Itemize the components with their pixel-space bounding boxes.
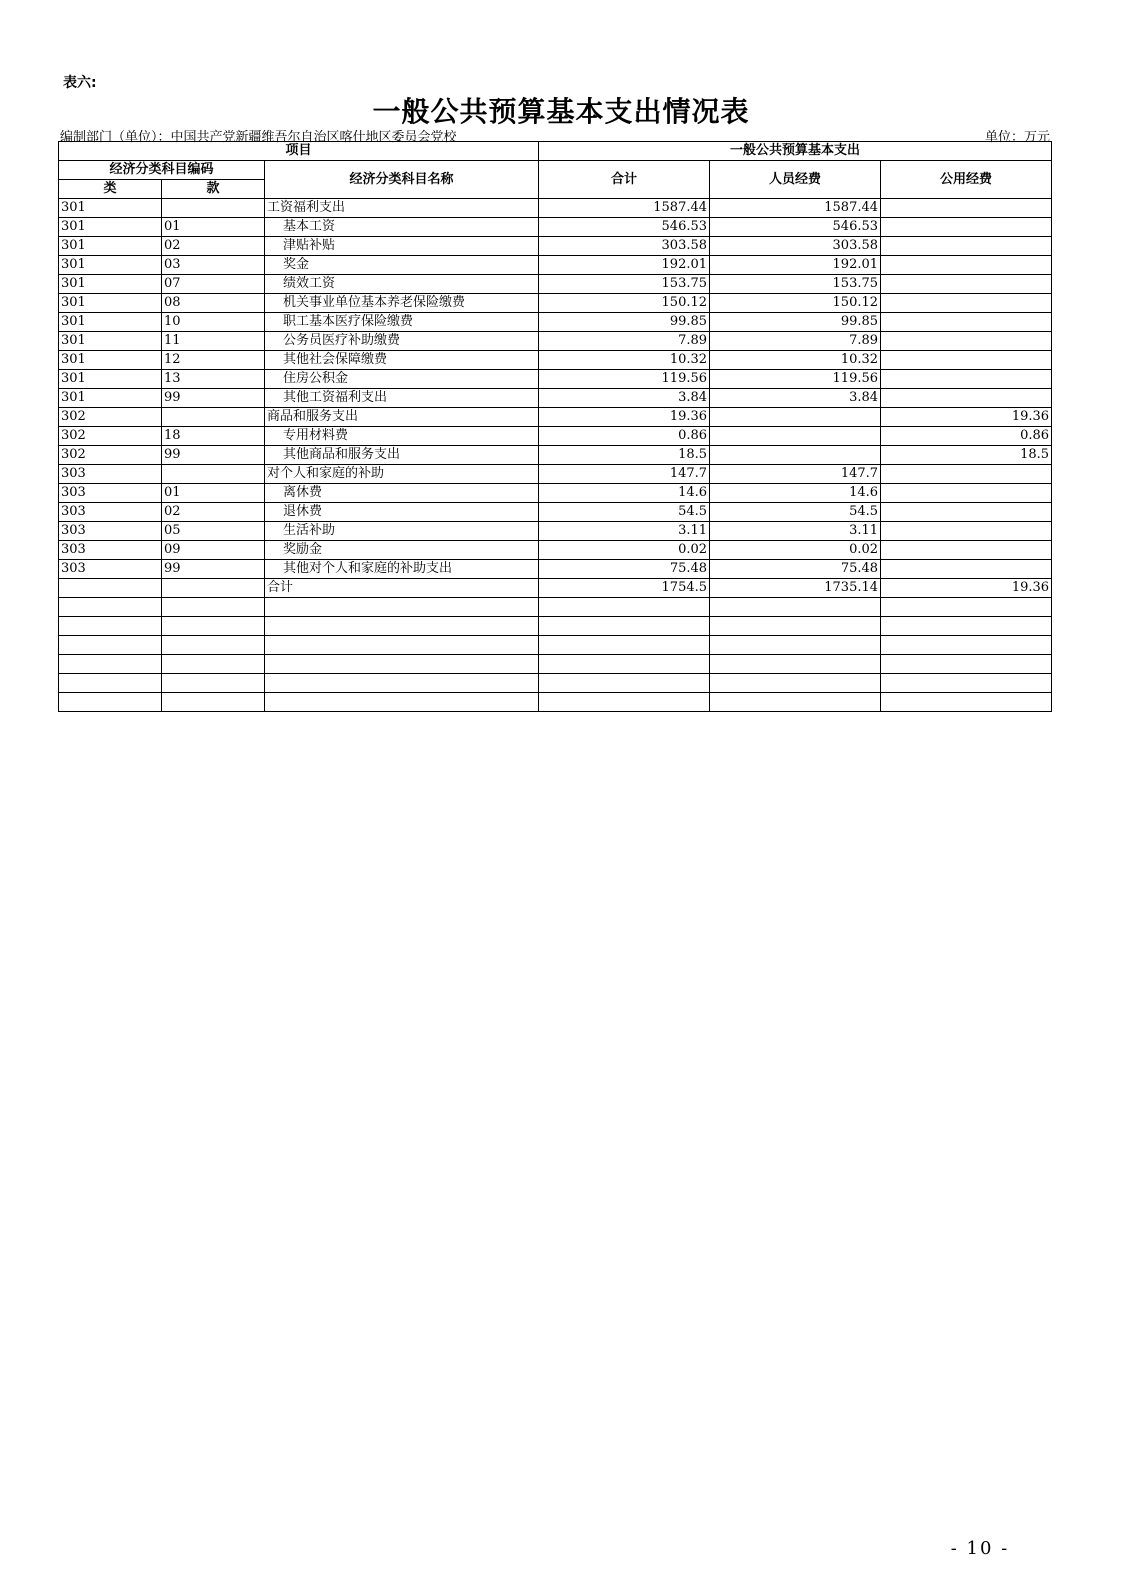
cell-name: 职工基本医疗保险缴费: [265, 313, 539, 332]
header-lei: 类: [59, 180, 162, 199]
unit-label: 单位：万元: [984, 130, 1050, 145]
cell-kuan: [162, 199, 265, 218]
cell-name: 专用材料费: [265, 427, 539, 446]
cell-lei: 303: [59, 503, 162, 522]
table-row: [59, 503, 1052, 522]
table-row: [59, 408, 1052, 427]
empty-cell: [881, 674, 1052, 693]
header-public: 公用经费: [881, 161, 1052, 199]
cell-total: 1587.44: [539, 199, 710, 218]
cell-lei: 302: [59, 427, 162, 446]
cell-total: 147.7: [539, 465, 710, 484]
cell-total: 18.5: [539, 446, 710, 465]
cell-total: 192.01: [539, 256, 710, 275]
empty-cell: [881, 636, 1052, 655]
cell-personnel: 99.85: [710, 313, 881, 332]
cell-kuan: 07: [162, 275, 265, 294]
cell-kuan: 99: [162, 446, 265, 465]
cell-personnel: 1735.14: [710, 579, 881, 598]
cell-public: [881, 313, 1052, 332]
table-label: 表六:: [63, 75, 97, 91]
cell-personnel: [710, 427, 881, 446]
header-personnel: 人员经费: [710, 161, 881, 199]
cell-lei: 303: [59, 522, 162, 541]
cell-public: [881, 503, 1052, 522]
cell-total: 3.11: [539, 522, 710, 541]
cell-name: 其他社会保障缴费: [265, 351, 539, 370]
empty-cell: [881, 693, 1052, 712]
cell-name: 工资福利支出: [265, 199, 539, 218]
cell-personnel: 54.5: [710, 503, 881, 522]
cell-personnel: [710, 408, 881, 427]
cell-kuan: 02: [162, 503, 265, 522]
table-row: [59, 256, 1052, 275]
empty-cell: [265, 598, 539, 617]
cell-name: 退休费: [265, 503, 539, 522]
empty-cell: [162, 674, 265, 693]
cell-lei: 303: [59, 465, 162, 484]
cell-name: 机关事业单位基本养老保险缴费: [265, 294, 539, 313]
empty-cell: [539, 617, 710, 636]
empty-cell: [710, 636, 881, 655]
cell-personnel: 546.53: [710, 218, 881, 237]
cell-public: [881, 389, 1052, 408]
cell-total: 14.6: [539, 484, 710, 503]
empty-cell: [539, 693, 710, 712]
cell-personnel: 119.56: [710, 370, 881, 389]
table-row: [59, 351, 1052, 370]
cell-name: 基本工资: [265, 218, 539, 237]
cell-total: 54.5: [539, 503, 710, 522]
cell-lei: 302: [59, 408, 162, 427]
header-name: 经济分类科目名称: [265, 161, 539, 199]
empty-cell: [162, 636, 265, 655]
cell-personnel: 150.12: [710, 294, 881, 313]
cell-kuan: 08: [162, 294, 265, 313]
cell-kuan: [162, 579, 265, 598]
empty-cell: [710, 598, 881, 617]
cell-name: 商品和服务支出: [265, 408, 539, 427]
cell-name: 离休费: [265, 484, 539, 503]
empty-cell: [162, 617, 265, 636]
cell-name: 住房公积金: [265, 370, 539, 389]
cell-lei: 301: [59, 351, 162, 370]
empty-cell: [710, 617, 881, 636]
cell-total: 7.89: [539, 332, 710, 351]
cell-kuan: 10: [162, 313, 265, 332]
table-row: [59, 199, 1052, 218]
cell-lei: 301: [59, 218, 162, 237]
cell-name: 其他商品和服务支出: [265, 446, 539, 465]
table-row: [59, 541, 1052, 560]
cell-lei: 301: [59, 313, 162, 332]
header-code-group: 经济分类科目编码: [59, 161, 265, 180]
cell-personnel: 153.75: [710, 275, 881, 294]
cell-personnel: 3.84: [710, 389, 881, 408]
empty-cell: [710, 655, 881, 674]
cell-lei: 301: [59, 199, 162, 218]
cell-name: 绩效工资: [265, 275, 539, 294]
empty-cell: [59, 655, 162, 674]
cell-kuan: [162, 465, 265, 484]
cell-lei: 303: [59, 560, 162, 579]
cell-kuan: 99: [162, 560, 265, 579]
cell-name: 合计: [265, 579, 539, 598]
table-row: [59, 427, 1052, 446]
table-row: [59, 218, 1052, 237]
cell-lei: 301: [59, 256, 162, 275]
dept-label: 编制部门（单位）：中国共产党新疆维吾尔自治区喀什地区委员会党校: [60, 130, 457, 145]
empty-cell: [265, 636, 539, 655]
cell-lei: 301: [59, 237, 162, 256]
empty-row: [59, 655, 1052, 674]
cell-public: [881, 332, 1052, 351]
empty-cell: [162, 655, 265, 674]
cell-total: 303.58: [539, 237, 710, 256]
cell-personnel: 1587.44: [710, 199, 881, 218]
empty-cell: [881, 617, 1052, 636]
cell-total: 153.75: [539, 275, 710, 294]
cell-kuan: 05: [162, 522, 265, 541]
cell-total: 546.53: [539, 218, 710, 237]
cell-public: [881, 218, 1052, 237]
cell-kuan: [162, 408, 265, 427]
header-kuan: 款: [162, 180, 265, 199]
cell-name: 其他工资福利支出: [265, 389, 539, 408]
cell-kuan: 09: [162, 541, 265, 560]
cell-public: [881, 465, 1052, 484]
header-total: 合计: [539, 161, 710, 199]
table-row: [59, 294, 1052, 313]
cell-public: 0.86: [881, 427, 1052, 446]
budget-table: [58, 141, 1052, 712]
cell-kuan: 99: [162, 389, 265, 408]
cell-public: [881, 370, 1052, 389]
cell-public: [881, 237, 1052, 256]
table-row: [59, 465, 1052, 484]
header-budget-group: 一般公共预算基本支出: [539, 142, 1052, 161]
cell-personnel: 14.6: [710, 484, 881, 503]
cell-public: [881, 484, 1052, 503]
empty-cell: [265, 617, 539, 636]
cell-personnel: 3.11: [710, 522, 881, 541]
cell-public: [881, 294, 1052, 313]
empty-cell: [265, 693, 539, 712]
cell-kuan: 11: [162, 332, 265, 351]
table-row: [59, 560, 1052, 579]
empty-cell: [881, 598, 1052, 617]
empty-cell: [539, 655, 710, 674]
cell-name: 奖励金: [265, 541, 539, 560]
cell-personnel: 303.58: [710, 237, 881, 256]
empty-cell: [59, 636, 162, 655]
cell-public: [881, 522, 1052, 541]
cell-kuan: 12: [162, 351, 265, 370]
cell-lei: 301: [59, 370, 162, 389]
cell-personnel: 10.32: [710, 351, 881, 370]
cell-name: 公务员医疗补助缴费: [265, 332, 539, 351]
empty-row: [59, 617, 1052, 636]
cell-lei: 301: [59, 275, 162, 294]
empty-cell: [162, 598, 265, 617]
cell-public: [881, 541, 1052, 560]
empty-row: [59, 693, 1052, 712]
cell-total: 119.56: [539, 370, 710, 389]
cell-total: 0.86: [539, 427, 710, 446]
cell-personnel: 192.01: [710, 256, 881, 275]
empty-cell: [265, 655, 539, 674]
table-row: [59, 313, 1052, 332]
table-row: [59, 237, 1052, 256]
empty-cell: [539, 636, 710, 655]
table-row: [59, 484, 1052, 503]
cell-lei: 302: [59, 446, 162, 465]
table-row: [59, 370, 1052, 389]
cell-total: 3.84: [539, 389, 710, 408]
cell-public: 18.5: [881, 446, 1052, 465]
cell-public: [881, 560, 1052, 579]
cell-lei: [59, 579, 162, 598]
empty-row: [59, 636, 1052, 655]
cell-total: 150.12: [539, 294, 710, 313]
cell-lei: 303: [59, 484, 162, 503]
cell-public: 19.36: [881, 579, 1052, 598]
empty-cell: [59, 617, 162, 636]
table-row: [59, 389, 1052, 408]
cell-personnel: 0.02: [710, 541, 881, 560]
table-row: [59, 332, 1052, 351]
table-body: [59, 199, 1052, 712]
cell-kuan: 18: [162, 427, 265, 446]
empty-cell: [59, 598, 162, 617]
cell-kuan: 03: [162, 256, 265, 275]
empty-cell: [710, 693, 881, 712]
cell-public: [881, 275, 1052, 294]
cell-total: 99.85: [539, 313, 710, 332]
page-number: - 10 -: [950, 1538, 1010, 1559]
table-row: [59, 275, 1052, 294]
cell-total: 19.36: [539, 408, 710, 427]
empty-cell: [539, 598, 710, 617]
empty-row: [59, 674, 1052, 693]
cell-personnel: 7.89: [710, 332, 881, 351]
empty-cell: [59, 674, 162, 693]
cell-kuan: 13: [162, 370, 265, 389]
cell-name: 其他对个人和家庭的补助支出: [265, 560, 539, 579]
cell-personnel: 147.7: [710, 465, 881, 484]
cell-public: [881, 199, 1052, 218]
cell-public: [881, 256, 1052, 275]
cell-kuan: 02: [162, 237, 265, 256]
header-project: 项目: [59, 142, 539, 161]
cell-lei: 303: [59, 541, 162, 560]
page-title: 一般公共预算基本支出情况表: [372, 95, 750, 128]
table-row: [59, 579, 1052, 598]
empty-cell: [265, 674, 539, 693]
table-row: [59, 522, 1052, 541]
cell-name: 对个人和家庭的补助: [265, 465, 539, 484]
cell-name: 生活补助: [265, 522, 539, 541]
cell-total: 0.02: [539, 541, 710, 560]
table-row: [59, 446, 1052, 465]
cell-personnel: [710, 446, 881, 465]
empty-cell: [59, 693, 162, 712]
cell-name: 津贴补贴: [265, 237, 539, 256]
empty-cell: [539, 674, 710, 693]
cell-total: 75.48: [539, 560, 710, 579]
empty-cell: [162, 693, 265, 712]
cell-lei: 301: [59, 294, 162, 313]
empty-row: [59, 598, 1052, 617]
cell-lei: 301: [59, 332, 162, 351]
cell-personnel: 75.48: [710, 560, 881, 579]
cell-name: 奖金: [265, 256, 539, 275]
cell-total: 10.32: [539, 351, 710, 370]
empty-cell: [710, 674, 881, 693]
cell-kuan: 01: [162, 484, 265, 503]
cell-kuan: 01: [162, 218, 265, 237]
cell-total: 1754.5: [539, 579, 710, 598]
cell-public: [881, 351, 1052, 370]
cell-lei: 301: [59, 389, 162, 408]
cell-public: 19.36: [881, 408, 1052, 427]
empty-cell: [881, 655, 1052, 674]
